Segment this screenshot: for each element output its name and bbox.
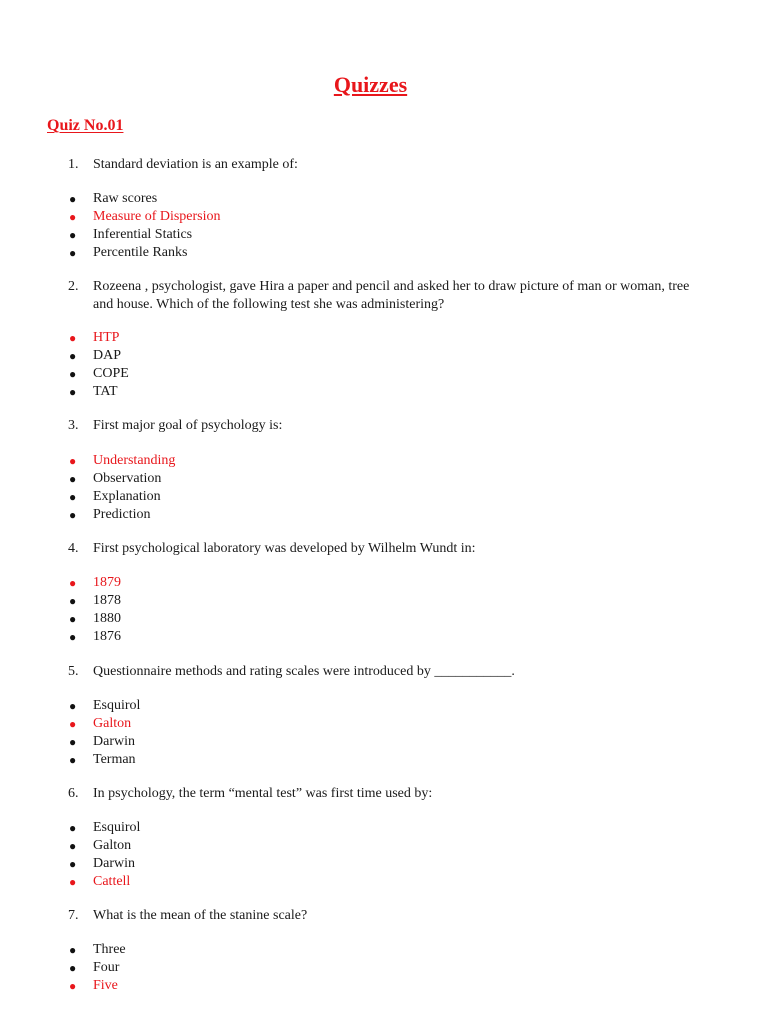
option: ● Galton (69, 838, 132, 853)
bullet-icon: ● (69, 490, 77, 504)
bullet-icon: ● (69, 857, 77, 871)
bullet-icon: ● (69, 472, 77, 486)
question-number: 4. (68, 541, 79, 556)
question-number: 7. (68, 908, 79, 923)
option-correct: ● Galton (69, 716, 132, 731)
option-correct: ● Measure of Dispersion (69, 209, 221, 224)
option-correct: ● Understanding (69, 453, 176, 468)
question-6 (68, 785, 708, 803)
option: ● Percentile Ranks (69, 245, 188, 260)
option: ● Observation (69, 471, 162, 486)
bullet-icon: ● (69, 385, 77, 399)
bullet-icon: ● (69, 349, 77, 363)
bullet-icon: ● (69, 192, 77, 206)
option: ● Esquirol (69, 820, 141, 835)
options-list-7 (68, 941, 126, 995)
bullet-icon: ● (69, 979, 77, 993)
option: ● DAP (69, 348, 122, 363)
bullet-icon: ● (69, 630, 77, 644)
question-number: 6. (68, 786, 79, 801)
question-text: Questionnaire methods and rating scales were introduced by ___________. (93, 664, 515, 679)
question-number: 5. (68, 664, 79, 679)
question-text: What is the mean of the stanine scale? (93, 908, 308, 923)
bullet-icon: ● (69, 821, 77, 835)
options-list-1 (68, 190, 221, 262)
options-list-3 (68, 452, 175, 524)
bullet-icon: ● (69, 943, 77, 957)
bullet-icon: ● (69, 228, 77, 242)
question-text: Standard deviation is an example of: (93, 157, 298, 172)
option: ● Esquirol (69, 698, 141, 713)
question-text: First major goal of psychology is: (93, 418, 283, 433)
bullet-icon: ● (69, 454, 77, 468)
option: ● Terman (69, 752, 136, 767)
option: ● Inferential Statics (69, 227, 193, 242)
question-4 (68, 540, 708, 558)
question-1 (68, 156, 708, 174)
bullet-icon: ● (69, 508, 77, 522)
options-list-2 (68, 329, 129, 401)
bullet-icon: ● (69, 717, 77, 731)
option: ● 1876 (69, 629, 121, 644)
question-text: In psychology, the term “mental test” was first time used by: (93, 786, 433, 801)
bullet-icon: ● (69, 875, 77, 889)
quiz-heading: Quiz No.01 (47, 117, 124, 134)
question-text: First psychological laboratory was developed by Wilhelm Wundt in: (93, 541, 476, 556)
bullet-icon: ● (69, 961, 77, 975)
option: ● Prediction (69, 507, 151, 522)
option: ● Three (69, 942, 126, 957)
bullet-icon: ● (69, 839, 77, 853)
bullet-icon: ● (69, 753, 77, 767)
question-number: 2. (68, 279, 79, 294)
option: ● COPE (69, 366, 129, 381)
question-3 (68, 417, 708, 435)
bullet-icon: ● (69, 612, 77, 626)
page-title: Quizzes (333, 72, 408, 97)
bullet-icon: ● (69, 210, 77, 224)
option: ● TAT (69, 384, 118, 399)
bullet-icon: ● (69, 699, 77, 713)
bullet-icon: ● (69, 735, 77, 749)
option-correct: ● 1879 (69, 575, 121, 590)
options-list-5 (68, 697, 140, 769)
option-correct: ● HTP (69, 330, 120, 345)
bullet-icon: ● (69, 331, 77, 345)
options-list-6 (68, 819, 140, 891)
question-number: 3. (68, 418, 79, 433)
question-number: 1. (68, 157, 79, 172)
option: ● 1878 (69, 593, 121, 608)
option: ● Raw scores (69, 191, 158, 206)
bullet-icon: ● (69, 594, 77, 608)
option: ● Darwin (69, 856, 135, 871)
option: ● Four (69, 960, 120, 975)
option: ● Darwin (69, 734, 135, 749)
option: ● 1880 (69, 611, 121, 626)
option: ● Explanation (69, 489, 161, 504)
bullet-icon: ● (69, 576, 77, 590)
options-list-4 (68, 574, 121, 646)
option-correct: ● Five (69, 978, 118, 993)
option-correct: ● Cattell (69, 874, 131, 889)
question-7 (68, 907, 708, 925)
bullet-icon: ● (69, 246, 77, 260)
bullet-icon: ● (69, 367, 77, 381)
question-5 (68, 663, 708, 681)
question-text: Rozeena , psychologist, gave Hira a paper and pencil and asked her to draw picture of man or woman, tree and house. Which of the following test she was administering? (93, 279, 690, 312)
question-2 (68, 278, 708, 313)
